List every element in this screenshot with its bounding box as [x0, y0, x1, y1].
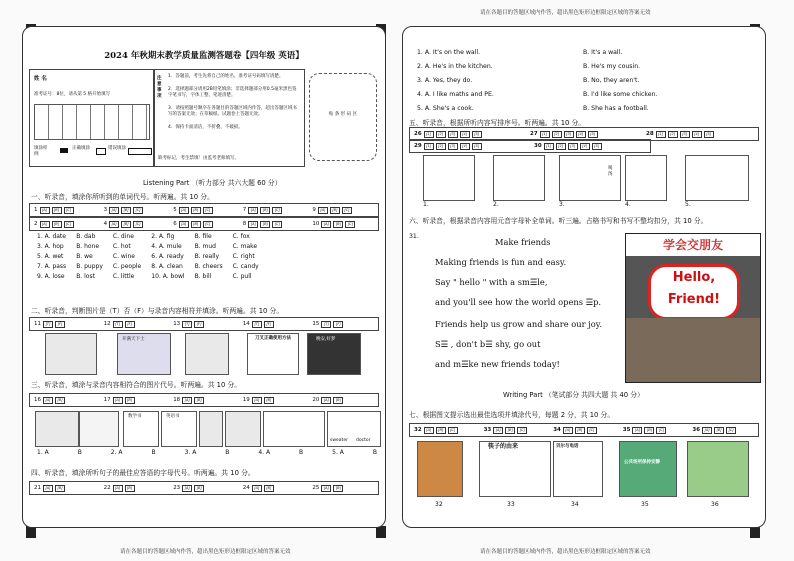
answer-slot[interactable]: 20 [A] [B]	[308, 397, 378, 404]
puppy-image	[423, 155, 475, 201]
order-slot[interactable]: 30 [1] [2] [3] [4] [5]	[530, 143, 650, 150]
answer-slot[interactable]: 9 [A] [B] [C]	[308, 207, 378, 214]
answer-slot[interactable]: 7 [A] [B] [C]	[239, 207, 309, 214]
right-page	[402, 26, 766, 528]
answer-slot[interactable]: 35 [A] [B] [C]	[619, 427, 689, 434]
bubble-line: Friend!	[667, 292, 721, 307]
word-option: B. dab	[76, 233, 96, 240]
section-4-heading: 四、听录音，填涂所听句子的最佳应答语的字母代号。听两遍。共 10 分。	[31, 469, 255, 477]
story-line-blank[interactable]: S☰ , don't b☰ shy, go out	[435, 339, 541, 349]
answer-slot[interactable]: 17 [A] [B]	[100, 397, 170, 404]
header-note: 请在各题目的答题区域内作答，超出黑色矩形边框限定区域的答案无效	[480, 10, 651, 16]
response-option: 5. A. She's a cook.	[417, 105, 474, 112]
answer-row-q11-15[interactable]	[29, 317, 379, 331]
word-option: B. puppy	[76, 263, 103, 270]
sofa-image	[225, 411, 261, 447]
girl-eating-image	[559, 155, 621, 201]
computer-image	[45, 333, 97, 375]
image-caption: 晚安,好梦	[316, 337, 336, 342]
word-option: C. dine	[112, 233, 134, 240]
q1-word-options	[37, 233, 259, 280]
section-7-heading: 七、根据图文提示选出最佳选项并填涂代号，每题 2 分，共 10 分。	[409, 411, 615, 419]
option-label: 2. A	[110, 449, 123, 456]
tf-slot[interactable]: 15 [T] [F]	[308, 321, 378, 328]
answer-slot[interactable]: 21 [A] [B]	[30, 485, 100, 492]
word-option: C. little	[112, 273, 135, 280]
word-option: 4. A. mule	[151, 243, 182, 250]
image-caption: doctor	[356, 438, 371, 443]
option-label: 1. A	[37, 449, 49, 456]
name-label: 姓 名	[34, 76, 47, 82]
section-2-heading: 二、听录音，判断图片是（T）否（F）与录音内容相符并填涂。听两遍。共 10 分。	[31, 307, 284, 315]
answer-slot[interactable]: 3 [A] [B] [C]	[100, 207, 170, 214]
food-icons-image	[263, 411, 325, 447]
story-line-blank[interactable]: Say " hello " with a sm☰le,	[435, 277, 548, 287]
section-1-heading: 一、听录音，填涂你所听到的单词代号。听两遍。共 10 分。	[31, 193, 214, 201]
library-image	[79, 411, 119, 447]
make-friends-poster	[625, 233, 761, 383]
children-illustration	[626, 318, 760, 382]
notice-label: 注意事项	[157, 76, 162, 99]
left-page	[22, 26, 386, 528]
jobs-icons-image	[327, 411, 381, 447]
response-option: B. He's my cousin.	[583, 63, 641, 70]
word-option: B. hone	[76, 243, 100, 250]
image-caption: 公共场所保持安静	[624, 460, 660, 465]
quiet-sign-image	[619, 441, 677, 497]
answer-slot[interactable]: 25 [A] [B]	[308, 485, 378, 492]
option-label: B	[372, 449, 377, 456]
answer-slot[interactable]: 33 [A] [B] [C]	[480, 427, 550, 434]
hello-friend-bubble	[648, 264, 740, 320]
exam-no-label: 准考证号：8位，请从第 5 格开始填写	[34, 92, 111, 97]
wrong-fill-sample-2	[128, 148, 152, 155]
fill-example-label: 填涂样例	[34, 146, 48, 157]
order-slot[interactable]: 28 [1] [2] [3] [4] [5]	[642, 131, 758, 138]
answer-slot[interactable]: 16 [A] [B]	[30, 397, 100, 404]
school-building-image	[685, 155, 749, 201]
word-option: 3. A. hop	[37, 243, 64, 250]
word-option: 1. A. date	[37, 233, 66, 240]
word-option: 10. A. bowl	[151, 273, 185, 280]
story-line: Making friends is fun and easy.	[435, 257, 567, 267]
word-option: C. hot	[112, 243, 131, 250]
picture-label: 1.	[423, 201, 429, 208]
notice-item: 2．选择题部分请用2B铅笔填涂；非选择题部分用0.5毫米黑色签字笔书写，字体工整、笔迹清楚。	[168, 87, 297, 98]
student-desk-image	[185, 333, 229, 375]
image-caption: 筷子的由来	[488, 443, 519, 450]
word-option: C. pull	[232, 273, 252, 280]
response-option: 1. A. It's on the wall.	[417, 49, 481, 56]
story-title: Make friends	[495, 237, 551, 247]
answer-slot[interactable]: 8 [A] [B] [C]	[239, 221, 309, 228]
q3-option-labels	[37, 449, 377, 456]
answer-slot[interactable]: 5 [A] [B] [C]	[169, 207, 239, 214]
picture-label: 36	[711, 501, 719, 508]
wrong-fill-label: 错误填涂	[108, 146, 126, 151]
classroom-image	[35, 411, 79, 447]
answer-row-q1-5[interactable]	[29, 203, 379, 217]
response-option: 2. A. He's in the kitchen.	[417, 63, 493, 70]
answer-slot[interactable]: 6 [A] [B] [C]	[169, 221, 239, 228]
answer-slot[interactable]: 4 [A] [B] [C]	[100, 221, 170, 228]
answer-row-q6-10[interactable]	[29, 217, 379, 231]
answer-slot[interactable]: 34 [A] [B] [C]	[549, 427, 619, 434]
answer-slot[interactable]: 36 [A] [B] [C]	[688, 427, 758, 434]
notice-area	[153, 69, 305, 167]
picture-label: 3.	[559, 201, 565, 208]
picture-label: 5.	[685, 201, 691, 208]
response-option: B. It's a wall.	[583, 49, 623, 56]
tf-slot[interactable]: 13 [T] [F]	[169, 321, 239, 328]
word-option: B. we	[76, 253, 93, 260]
student-info-box	[29, 69, 381, 169]
answer-slot[interactable]: 1 [A] [B] [C]	[30, 207, 100, 214]
word-option: 2. A. fig	[151, 233, 175, 240]
notice-item: 4．保持卡面清洁，不折叠、不破损。	[168, 125, 243, 130]
good-night-image	[307, 333, 361, 375]
word-option: 5. A. wet	[37, 253, 64, 260]
tf-slot[interactable]: 12 [T] [F]	[100, 321, 170, 328]
notice-item: 1．答题前，考生先将自己的姓名、准考证号码填写清楚。	[168, 74, 284, 79]
image-caption: sweater	[330, 438, 348, 443]
answer-slot[interactable]: 23 [A] [B]	[169, 485, 239, 492]
question-number: 31.	[409, 233, 419, 240]
word-option: C. fox	[232, 233, 250, 240]
word-option: C. people	[112, 263, 142, 270]
fork-knife-image	[247, 333, 299, 375]
absent-label: 缺考标记，考生禁填！由监考老师填写。	[158, 156, 239, 161]
answer-slot[interactable]: 19 [A] [B]	[239, 397, 309, 404]
answer-slot[interactable]: 32 [A] [B] [C]	[410, 427, 480, 434]
footer-note-left: 请在各题目的答题区域内作答，超出黑色矩形边框限定区域的答案无效	[120, 549, 291, 555]
story-line-blank[interactable]: and m☰ke new friends today!	[435, 359, 560, 369]
story-line-blank[interactable]: and you'll see how the world opens ☰p.	[435, 297, 602, 307]
name-area	[29, 69, 155, 167]
word-option: B. mud	[194, 243, 216, 250]
section-3-heading: 三、听录音，填涂与录音内容相符合的图片代号。听两遍。共 10 分。	[31, 381, 242, 389]
image-caption: 贝尔与电话	[556, 444, 579, 449]
answer-slot[interactable]: 22 [A] [B]	[100, 485, 170, 492]
correct-fill-label: 正确填涂	[72, 146, 90, 151]
option-label: B	[151, 449, 156, 456]
answer-row-q16-20[interactable]	[29, 393, 379, 407]
portrait-image	[417, 441, 463, 497]
poster-header: 学会交朋友	[626, 234, 760, 256]
order-slot[interactable]: 26 [1] [2] [3] [4] [5]	[410, 131, 526, 138]
answer-slot[interactable]: 2 [A] [B] [C]	[30, 221, 100, 228]
answer-row-q21-25[interactable]	[29, 481, 379, 495]
option-label: B	[77, 449, 82, 456]
section-6-heading: 六、听录音，根据录音内容用元音字母补全单词。听三遍。占格书写和书写不整均扣分，共 10 分。	[409, 217, 708, 225]
response-option: 4. A. I like maths and PE.	[417, 91, 494, 98]
english-book-image	[161, 411, 197, 447]
response-option: B. I'd like some chicken.	[583, 91, 658, 98]
word-option: B. bill	[194, 273, 212, 280]
listening-part-heading: Listening Part （听力部分 共六大题 60 分）	[143, 179, 282, 187]
picture-label: 32	[435, 501, 443, 508]
footer-note-right: 请在各题目的答题区域内作答，超出黑色矩形边框限定区域的答案无效	[480, 549, 651, 555]
bubble-line: Hello,	[672, 270, 716, 285]
chopsticks-text-image	[479, 441, 551, 497]
option-label: 5. A	[332, 449, 344, 456]
answer-row-q32-36[interactable]	[409, 423, 759, 437]
response-option: B. She has a football.	[583, 105, 649, 112]
word-option: C. right	[232, 253, 255, 260]
exam-no-grid[interactable]	[34, 104, 150, 140]
basketball-image	[625, 155, 667, 201]
fridge-image	[199, 411, 223, 447]
word-option: 9. A. lose	[37, 273, 65, 280]
word-option: B. file	[194, 233, 212, 240]
image-caption: 喝汤	[608, 166, 613, 177]
landscape-image	[117, 333, 171, 375]
wrong-fill-sample	[96, 148, 106, 155]
picture-label: 35	[641, 501, 649, 508]
tf-slot[interactable]: 11 [T] [F]	[30, 321, 100, 328]
notice-item: 3．请按照题号顺序在各题目的答题区域内作答，超出答题区域书写的答案无效；在草稿纸、试题卷上答题无效。	[168, 106, 297, 117]
word-option: B. lost	[76, 273, 95, 280]
make-friends-story	[433, 233, 623, 373]
barcode-area	[309, 73, 377, 161]
option-label: 3. A	[184, 449, 197, 456]
teacher-blackboard-image	[493, 155, 545, 201]
answer-slot[interactable]: 18 [A] [B]	[169, 397, 239, 404]
tf-slot[interactable]: 14 [T] [F]	[239, 321, 309, 328]
order-slot[interactable]: 27 [1] [2] [3] [4] [5]	[526, 131, 642, 138]
word-option: 6. A. ready	[151, 253, 184, 260]
writing-part-heading: Writing Part （笔试部分 共四大题 共 40 分）	[503, 391, 644, 399]
section-5-heading: 五、听录音，根据所听内容写排序号。听两遍。共 10 分。	[409, 119, 586, 127]
book-cover-image	[687, 441, 749, 497]
option-label: 4. A	[258, 449, 271, 456]
word-option: 8. A. clean	[151, 263, 183, 270]
word-option: 7. A. pass	[37, 263, 67, 270]
answer-row-q29-30[interactable]	[409, 139, 651, 153]
word-option: B. really	[194, 253, 220, 260]
word-option: B. cheers	[194, 263, 223, 270]
exam-title: 2024 年秋期末教学质量监测答题卷【四年级 英语】	[104, 51, 304, 61]
word-option: C. make	[232, 243, 258, 250]
answer-slot[interactable]: 10 [A] [B] [C]	[308, 221, 378, 228]
picture-label: 33	[507, 501, 515, 508]
correct-fill-sample	[60, 148, 68, 153]
order-slot[interactable]: 29 [1] [2] [3] [4] [5]	[410, 143, 530, 150]
picture-label: 34	[571, 501, 579, 508]
math-book-image	[123, 411, 159, 447]
response-option: 3. A. Yes, they do.	[417, 77, 473, 84]
option-label: B	[299, 449, 304, 456]
answer-slot[interactable]: 24 [A] [B]	[239, 485, 309, 492]
image-caption: 开满天下士	[122, 337, 145, 342]
image-caption: 刀叉正确使用方法	[255, 336, 291, 341]
story-line: Friends help us grow and share our joy.	[435, 319, 602, 329]
bell-telephone-image	[553, 441, 603, 497]
image-caption: 数学书	[128, 414, 142, 419]
image-caption: 英语书	[166, 414, 180, 419]
word-option: C. wine	[112, 253, 135, 260]
word-option: C. candy	[232, 263, 259, 270]
option-label: B	[225, 449, 230, 456]
barcode-label: 贴 条 形 码 区	[328, 112, 358, 117]
picture-label: 2.	[493, 201, 499, 208]
response-option: B. No, they aren't.	[583, 77, 640, 84]
picture-label: 4.	[625, 201, 631, 208]
